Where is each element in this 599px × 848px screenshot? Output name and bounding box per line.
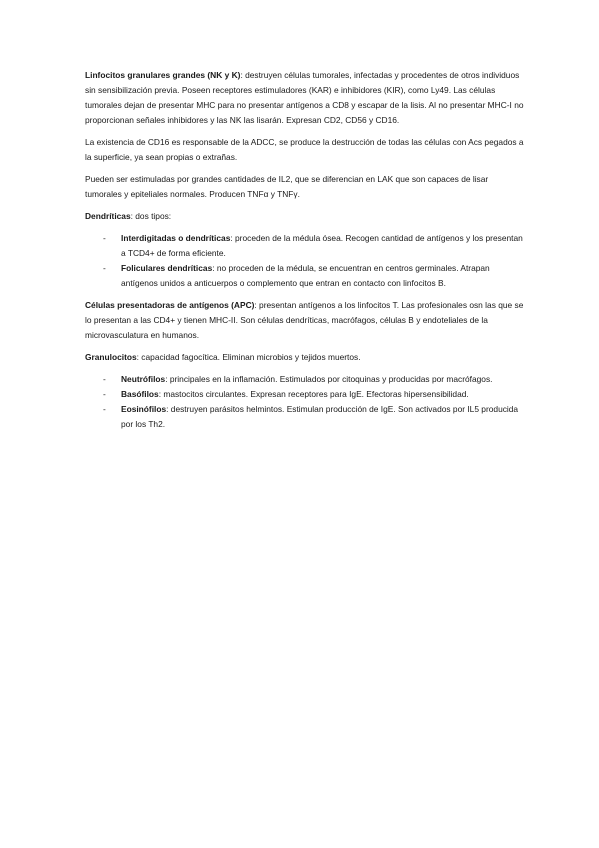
list-item-label: Basófilos — [121, 389, 159, 399]
list-item-label: Eosinófilos — [121, 404, 167, 414]
bullet-dash: - — [103, 389, 106, 399]
dendriticas-list — [85, 231, 525, 291]
bullet-dash: - — [103, 233, 106, 243]
bullet-dash: - — [103, 374, 106, 384]
nk-text: : destruyen células tumorales, infectadas y procedentes de otros individuos sin sensibilización previa. Poseen receptores estimuladores (KAR) e inhibidores (KIR), como Ly49. Las células tumorales dejan de presentar MHC para no presentar antígenos a CD8 y escapar de la lisis. Al no presentar MHC-I no proporcionan señales inhibidores y las NK las lisarán. Expresan CD2, CD56 y CD16. — [85, 70, 524, 125]
list-item-text: : mastocitos circulantes. Expresan receptores para IgE. Efectoras hipersensibilidad. — [158, 389, 469, 399]
bullet-dash: - — [103, 404, 106, 414]
bullet-dash: - — [103, 263, 106, 273]
list-item-text: : principales en la inflamación. Estimulados por citoquinas y producidas por macrófagos. — [165, 374, 493, 384]
list-item-label: Foliculares dendríticas — [121, 263, 213, 273]
dendriticas-text: : dos tipos: — [130, 211, 172, 221]
granulocitos-paragraph — [85, 350, 525, 365]
dendriticas-paragraph — [85, 209, 525, 224]
list-item-label: Interdigitadas o dendríticas — [121, 233, 231, 243]
dendriticas-heading: Dendríticas — [85, 211, 131, 221]
apc-text: : presentan antígenos a los linfocitos T. Las profesionales osn las que se lo presentan a las CD4+ y tienen MHC-II. Son células dendríticas, macrófagos, células B y endoteliales de la microvasculatura en humanos. — [85, 300, 524, 340]
apc-heading: Células presentadoras de antígenos (APC) — [85, 300, 255, 310]
list-item-label: Neutrófilos — [121, 374, 166, 384]
apc-paragraph — [85, 298, 525, 343]
granulocitos-list — [85, 372, 525, 432]
list-item — [85, 402, 525, 432]
list-item-text: : no proceden de la médula, se encuentran en centros germinales. Atrapan antígenos unidos a anticuerpos o complemento que entran en contacto con linfocitos B. — [121, 263, 490, 288]
granulocitos-text: : capacidad fagocítica. Eliminan microbios y tejidos muertos. — [136, 352, 361, 362]
list-item — [85, 372, 525, 387]
list-item-text: : proceden de la médula ósea. Recogen cantidad de antígenos y los presentan a TCD4+ de forma eficiente. — [121, 233, 523, 258]
il2-paragraph: Pueden ser estimuladas por grandes cantidades de IL2, que se diferencian en LAK que son capaces de lisar tumorales y epiteliales normales. Producen TNFα y TNFγ. — [85, 174, 489, 199]
document-page — [85, 68, 525, 439]
granulocitos-heading: Granulocitos — [85, 352, 137, 362]
list-item — [85, 231, 525, 261]
list-item-text: : destruyen parásitos helmintos. Estimulan producción de IgE. Son activados por IL5 producida por los Th2. — [121, 404, 519, 429]
cd16-paragraph: La existencia de CD16 es responsable de la ADCC, se produce la destrucción de todas las células con Acs pegados a la superficie, ya sean propias o extrañas. — [85, 137, 524, 162]
list-item — [85, 387, 525, 402]
nk-heading: Linfocitos granulares grandes (NK y K) — [85, 70, 241, 80]
nk-paragraph — [85, 68, 525, 128]
list-item — [85, 261, 525, 291]
